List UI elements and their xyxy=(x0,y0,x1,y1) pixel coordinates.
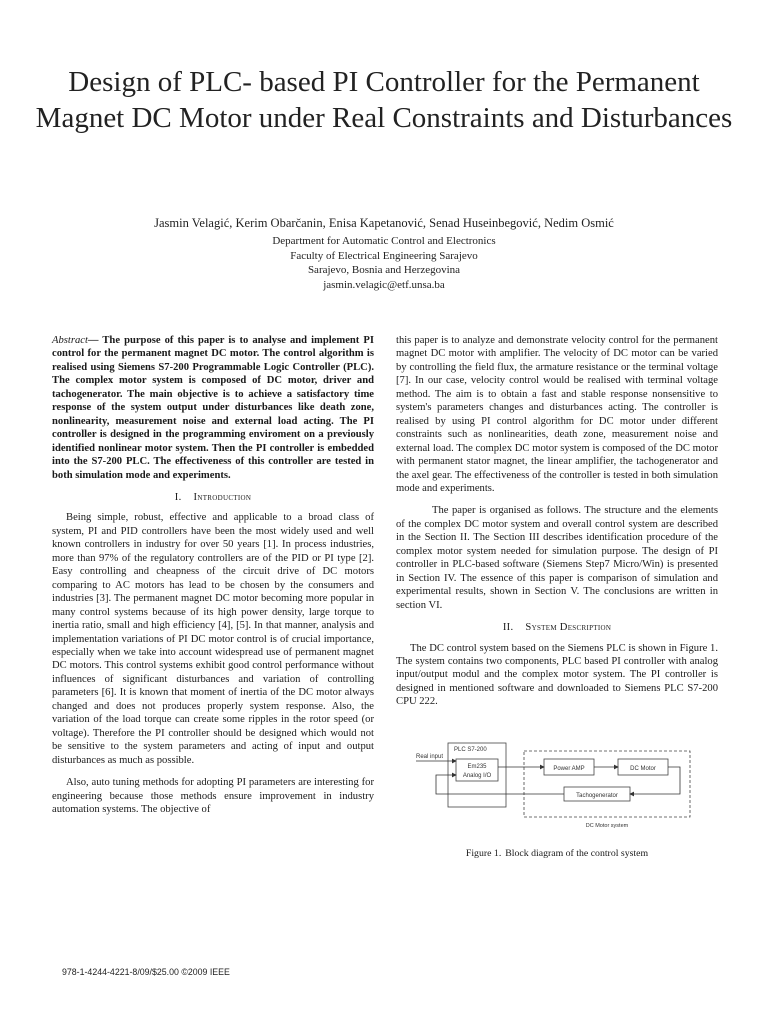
system-paragraph-1: The DC control system based on the Siemens PLC is shown in Figure 1. The system contains two components, PLC based PI controller with analog input/output modul and the complex motor system. The PI controller is designed in mentioned software and downloaded to Siemens PLC S7-200 CPU 222. xyxy=(396,642,718,708)
figure-caption-label: Figure 1. xyxy=(465,847,502,859)
affiliation-location: Sarajevo, Bosnia and Herzegovina xyxy=(307,264,461,276)
abstract-lead: Abstract xyxy=(52,335,88,346)
intro-paragraph-2: Also, auto tuning methods for adopting PI parameters are interesting for engineering because those methods ensure improvement in industry automation systems. The objective of xyxy=(52,777,374,815)
section-number: II. xyxy=(502,622,514,634)
author-list: Jasmin Velagić, Kerim Obarčanin, Enisa Kapetanović, Senad Huseinbegović, Nedim Osmić xyxy=(154,216,614,230)
analog-io-label: Analog I/O xyxy=(462,772,492,779)
intro-paragraph-1: Being simple, robust, effective and applicable to a broad class of system, PI and PID controllers have been the most widely used and well known controllers in industry for over 50 years [1]. In process industries, more than 97% of the regulatory controllers are of the PID or PI type [2]. Easy controlling and cheapness of the circuit drive of DC motors comparing to AC motors has lead to be chosen by the consumers and industries [3]. The permanent magnet DC motor becoming more popular in many control systems because of its high power density, large torque to inertia ratio, small and high efficiency [4], [5]. In that manner, analysis and implementation variations of PI DC motor control is of crucial importance, especially when we take into account widespread use of permanent magnet DC motors. This control systems exhibit good control performance without influences of significant disturbances and variation of controlling parameters [6]. It is known that moment of inertia of the DC motor always changed and does not produces properly system response. Also, the variation of the load torque can create some ripples in the rotor speed (or voltage). Therefore the PI controller should be designed which would not be sensitive to the system parameters and acting of input and output disturbances as much as possible. xyxy=(52,512,374,766)
section-number: I. xyxy=(174,491,182,503)
section-title: System Description xyxy=(525,622,612,634)
dc-motor-system-label: DC Motor system xyxy=(585,822,629,829)
paper-title: Design of PLC- based PI Controller for the Permanent Magnet DC Motor under Real Constraints and Disturbances xyxy=(35,66,733,134)
intro-paragraph-4: The paper is organised as follows. The structure and the elements of the complex DC motor system and overall control system are described in the Section II. The Section III describes identification procedure of the complex motor system needed for simulation purpose. The design of PI controller in PLC-based software (Siemens Step7 Micro/Win) is presented in Section IV. The essence of this paper is comparison of simulation and experimental results, shown in Section V. The conclusions are written in section VI. xyxy=(396,505,718,611)
intro-paragraph-3: this paper is to analyze and demonstrate velocity control for the permanent magnet DC motor with amplifier. The velocity of DC motor can be varied by controlling the field flux, the armature resistance or the terminal voltage [7]. In our case, velocity control would be realised with terminal voltage method. The aim is to obtain a fast and stable response nonsensitive to system's parameters changes and disturbances acting. The controller is realised by using PI control algorithm for DC motor under different constraints such as nonlinearities, death zone, measurement noise and external load. The complex DC motor system is composed of the DC motor with permanent stator magnet, the linear amplifier, the tachogenerator and the axel gear. The effectiveness of the controller is tested in both simulation mode and experiments. xyxy=(396,335,718,494)
left-column xyxy=(52,334,374,816)
abstract-body: The purpose of this paper is to analyse and implement PI control for the permanent magnet DC motor. The control algorithm is realised using Siemens S7-200 Programmable Logic Controller (PLC). The complex motor system is composed of DC motor, driver and tachogenerator. The main objective is to achieve a satisfactory time response of the system output under disturbances like death zone, nonlinearity, measurement noise and external load acting. The PI controller is designed in the programming enviroment on a previously identified nonlinear motor system. Then the PI controller is embedded into the S7-200 PLC. The effectiveness of this controller are tested in both simulation mode and experiments. xyxy=(52,335,374,481)
block-diagram xyxy=(400,737,700,835)
right-column xyxy=(396,334,718,860)
power-amp-label: Power AMP xyxy=(553,765,585,772)
plc-label: PLC S7-200 xyxy=(454,746,487,753)
figure-1 xyxy=(396,737,718,860)
real-input-label: Real input xyxy=(416,753,444,760)
copyright-footer: 978-1-4244-4221-8/09/$25.00 ©2009 IEEE xyxy=(62,967,230,977)
figure-caption-text: Block diagram of the control system xyxy=(505,847,649,859)
dc-motor-system-box xyxy=(524,751,690,817)
dc-motor-label: DC Motor xyxy=(630,765,656,772)
section-heading-introduction xyxy=(52,491,374,504)
feedback-arrow xyxy=(436,772,564,794)
affiliation-department: Department for Automatic Control and Electronics xyxy=(272,235,496,247)
affiliation-email[interactable]: jasmin.velagic@etf.unsa.ba xyxy=(323,278,445,291)
affiliation-faculty: Faculty of Electrical Engineering Sarajevo xyxy=(290,249,478,262)
abstract xyxy=(52,334,374,482)
affiliation-block xyxy=(30,234,738,292)
section-title: Introduction xyxy=(193,491,252,503)
figure-caption xyxy=(396,847,718,860)
abstract-dash: — xyxy=(87,335,103,346)
em235-label: Em235 xyxy=(467,763,487,770)
section-heading-system-description xyxy=(396,621,718,634)
tachogenerator-label: Tachogenerator xyxy=(576,792,618,799)
